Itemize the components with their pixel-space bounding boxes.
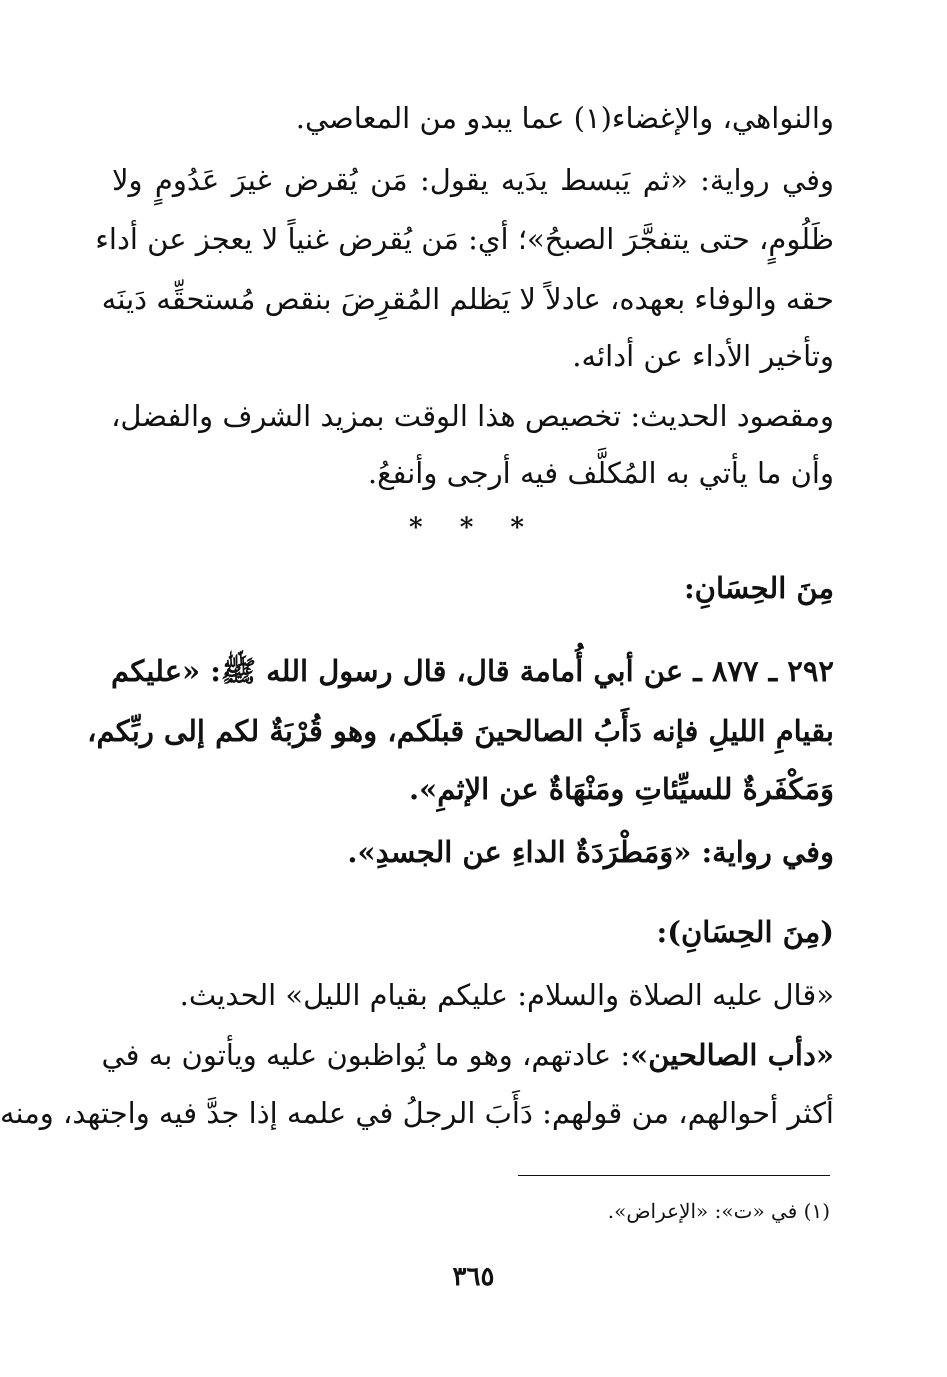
section-separator: * * * xyxy=(409,513,538,543)
commentary-line-2 xyxy=(101,1035,834,1075)
hadith-line-3: وَمَكْفَرةٌ للسيِّئاتِ ومَنْهَاةٌ عن الإثمِ». xyxy=(408,772,834,806)
text-line-2: وفي رواية: «ثم يَبسط يدَيه يقول: مَن يُقرض غيرَ عَدُومٍ ولا xyxy=(112,163,834,197)
page-number: ٣٦٥ xyxy=(452,1262,495,1292)
text-line-3: ظَلُومٍ، حتى يتفجَّرَ الصبحُ»؛ أي: مَن يُقرض غنياً لا يعجز عن أداء xyxy=(95,222,834,256)
commentary-line-2-rest: : عادتهم، وهو ما يُواظبون عليه ويأتون به في xyxy=(101,1038,631,1072)
footnote: (١) في «ت»: «الإعراض». xyxy=(607,1199,830,1223)
commentary-line-1: «قال عليه الصلاة والسلام: عليكم بقيام الليل» الحديث. xyxy=(179,978,834,1012)
commentary-bold-term: «دأب الصالحين» xyxy=(630,1038,834,1072)
text-line-7: وأن ما يأتي به المُكلَّف فيه أرجى وأنفعُ. xyxy=(367,456,834,490)
hadith-line-2: بقيامِ الليلِ فإنه دَأَبُ الصالحينَ قبلَكم، وهو قُرْبَةٌ لكم إلى ربِّكم، xyxy=(87,714,834,748)
sub-heading: (مِنَ الحِسَانِ): xyxy=(656,915,834,949)
text-line-5: وتأخير الأداء عن أدائه. xyxy=(572,339,834,373)
hadith-line-4: وفي رواية: «وَمَطْرَدَةٌ الداءِ عن الجسدِ». xyxy=(347,835,834,869)
commentary-line-3: أكثر أحوالهم، من قولهم: دَأَبَ الرجلُ في علمه إذا جدَّ فيه واجتهد، ومنه xyxy=(0,1096,834,1130)
hadith-line-1: ٢٩٢ ـ ٨٧٧ ـ عن أبي أُمامة قال، قال رسول الله ﷺ: «عليكم xyxy=(111,654,834,688)
text-line-1: والنواهي، والإغضاء(١) عما يبدو من المعاصي. xyxy=(295,101,834,135)
text-line-6: ومقصود الحديث: تخصيص هذا الوقت بمزيد الشرف والفضل، xyxy=(111,399,834,433)
section-heading: مِنَ الحِسَانِ: xyxy=(683,571,834,605)
text-line-4: حقه والوفاء بعهده، عادلاً لا يَظلم المُقرِضَ بنقص مُستحقِّه دَينَه xyxy=(101,282,834,316)
footnote-divider xyxy=(518,1175,830,1176)
